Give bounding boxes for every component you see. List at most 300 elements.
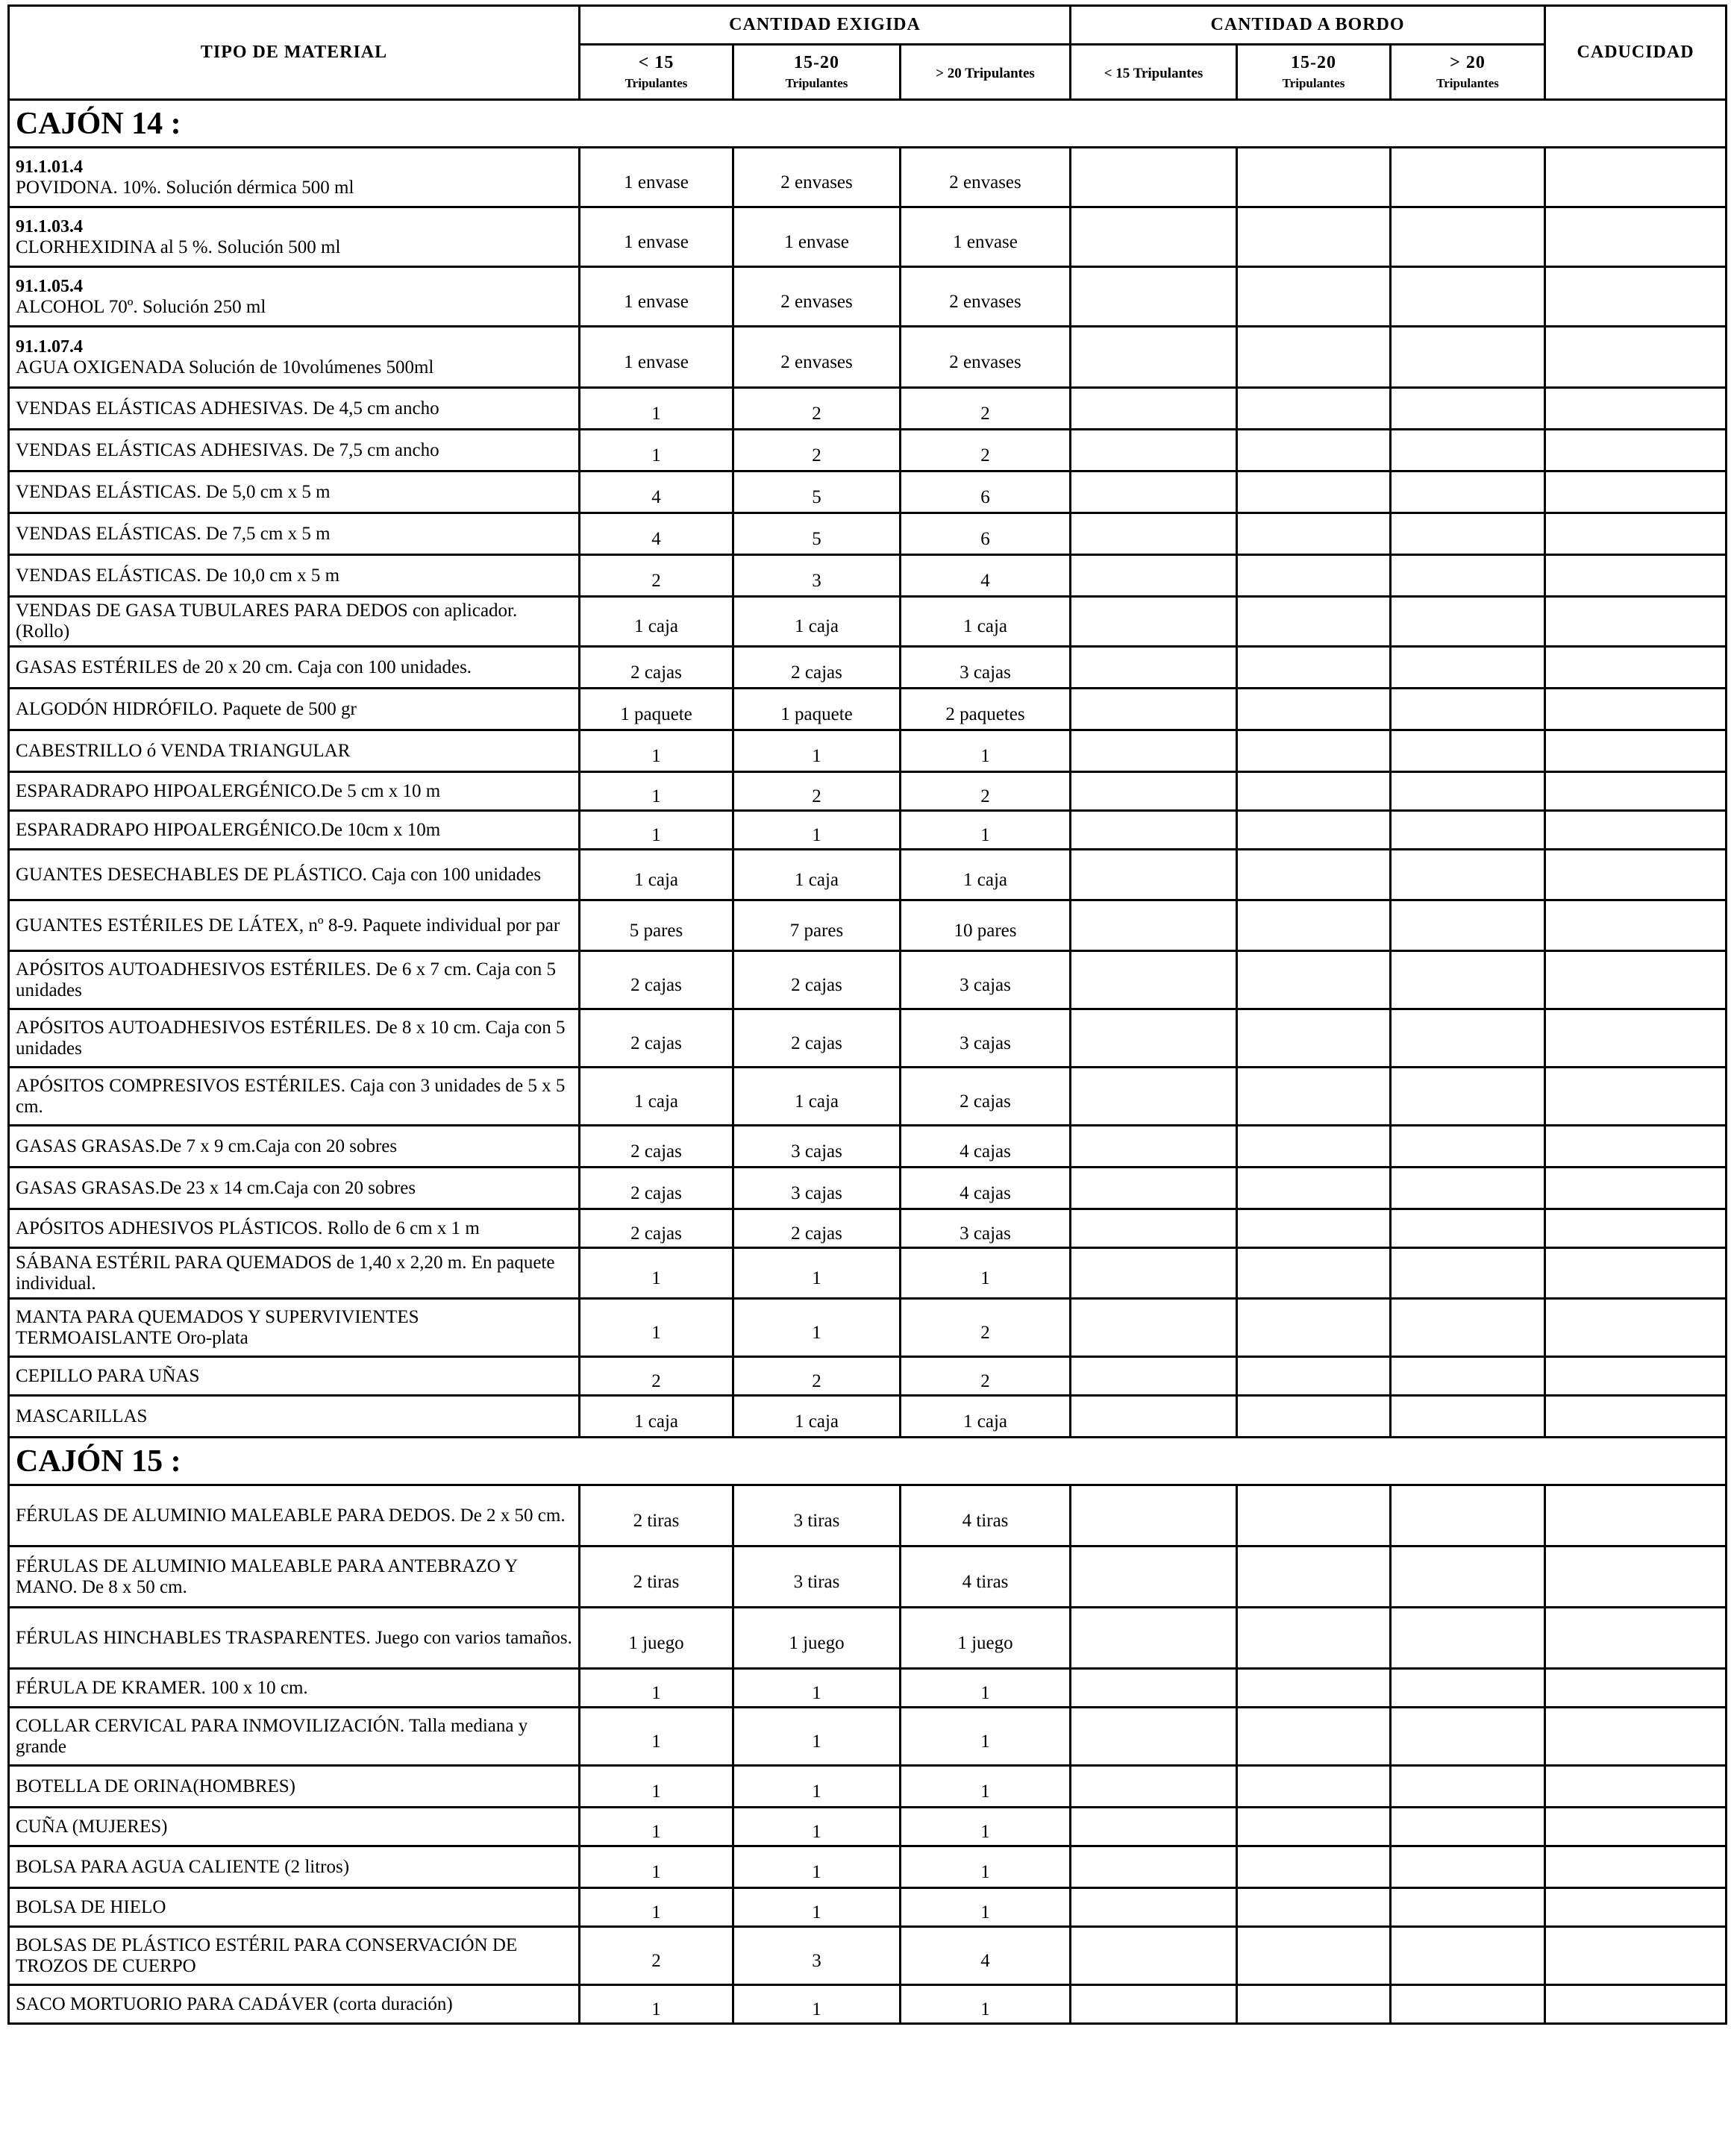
material-description: FÉRULAS DE ALUMINIO MALEABLE PARA ANTEBRAZO Y MANO. De 8 x 50 cm. [16,1555,518,1597]
material-description: GUANTES DESECHABLES DE PLÁSTICO. Caja con 100 unidades [16,864,542,885]
expiry-cell[interactable] [1545,1299,1727,1357]
onboard-quantity-cell[interactable] [1391,1009,1545,1068]
onboard-quantity-cell[interactable] [1071,1888,1237,1927]
onboard-quantity-cell[interactable] [1391,1766,1545,1808]
onboard-quantity-cell[interactable] [1391,1396,1545,1438]
material-cell [9,555,580,597]
required-quantity-cell: 1 juego [580,1608,733,1669]
onboard-quantity-cell[interactable] [1391,597,1545,647]
required-quantity-cell: 1 [733,811,901,850]
required-quantity-cell: 1 envase [580,207,733,267]
expiry-cell[interactable] [1545,850,1727,900]
header-tipo-material: TIPO DE MATERIAL [9,6,580,100]
expiry-cell[interactable] [1545,471,1727,513]
onboard-quantity-cell[interactable] [1391,1357,1545,1396]
onboard-quantity-cell[interactable] [1237,267,1391,327]
required-quantity-cell: 10 pares [901,900,1071,951]
required-quantity-cell: 1 [580,730,733,772]
onboard-quantity-cell[interactable] [1237,1126,1391,1168]
expiry-cell[interactable] [1545,1396,1727,1438]
expiry-cell[interactable] [1545,1808,1727,1846]
expiry-cell[interactable] [1545,267,1727,327]
required-quantity-cell: 4 [580,513,733,555]
onboard-quantity-cell[interactable] [1391,730,1545,772]
expiry-cell[interactable] [1545,430,1727,471]
material-cell [9,1126,580,1168]
table-row [9,1927,1727,1985]
required-quantity-cell: 2 envases [733,327,901,388]
material-description: VENDAS ELÁSTICAS. De 7,5 cm x 5 m [16,523,331,544]
required-quantity-cell: 1 [733,1846,901,1888]
onboard-quantity-cell[interactable] [1237,513,1391,555]
onboard-quantity-cell[interactable] [1237,1766,1391,1808]
material-cell [9,148,580,207]
required-quantity-cell: 1 [733,1669,901,1708]
expiry-cell[interactable] [1545,207,1727,267]
expiry-cell[interactable] [1545,555,1727,597]
required-quantity-cell: 1 [580,1248,733,1299]
onboard-quantity-cell[interactable] [1391,1846,1545,1888]
required-quantity-cell: 1 [901,1708,1071,1766]
onboard-quantity-cell[interactable] [1391,1927,1545,1985]
onboard-quantity-cell[interactable] [1237,1608,1391,1669]
onboard-quantity-cell[interactable] [1071,388,1237,430]
required-quantity-cell: 2 cajas [580,647,733,689]
onboard-quantity-cell[interactable] [1071,471,1237,513]
onboard-quantity-cell[interactable] [1071,1766,1237,1808]
required-quantity-cell: 1 caja [580,850,733,900]
table-row [9,327,1727,388]
material-cell [9,430,580,471]
material-description: COLLAR CERVICAL PARA INMOVILIZACIÓN. Talla mediana y grande [16,1715,528,1757]
expiry-cell[interactable] [1545,1846,1727,1888]
table-row [9,1669,1727,1708]
expiry-cell[interactable] [1545,1547,1727,1608]
onboard-quantity-cell[interactable] [1237,1927,1391,1985]
table-row [9,1985,1727,2024]
table-row [9,555,1727,597]
expiry-cell[interactable] [1545,388,1727,430]
medical-supply-sheet [7,4,1725,2025]
onboard-quantity-cell[interactable] [1237,1808,1391,1846]
table-row [9,689,1727,730]
onboard-quantity-cell[interactable] [1071,1009,1237,1068]
onboard-quantity-cell[interactable] [1391,1209,1545,1248]
onboard-quantity-cell[interactable] [1391,1608,1545,1669]
onboard-quantity-cell[interactable] [1391,148,1545,207]
expiry-cell[interactable] [1545,689,1727,730]
required-quantity-cell: 3 [733,555,901,597]
required-quantity-cell: 1 caja [580,1068,733,1126]
onboard-quantity-cell[interactable] [1071,327,1237,388]
onboard-quantity-cell[interactable] [1071,207,1237,267]
expiry-cell[interactable] [1545,730,1727,772]
onboard-quantity-cell[interactable] [1391,207,1545,267]
material-description: FÉRULAS HINCHABLES TRASPARENTES. Juego con varios tamaños. [16,1627,572,1648]
section-title: CAJÓN 15 : [9,1438,1727,1485]
material-cell [9,730,580,772]
table-row [9,1766,1727,1808]
required-quantity-cell: 2 [733,1357,901,1396]
onboard-quantity-cell[interactable] [1237,730,1391,772]
required-quantity-cell: 2 cajas [733,951,901,1009]
onboard-quantity-cell[interactable] [1391,513,1545,555]
onboard-quantity-cell[interactable] [1071,647,1237,689]
required-quantity-cell: 2 [733,388,901,430]
required-quantity-cell: 1 [733,1708,901,1766]
onboard-quantity-cell[interactable] [1391,1168,1545,1209]
material-description: MASCARILLAS [16,1406,148,1426]
material-description: ALCOHOL 70º. Solución 250 ml [16,296,266,317]
header-cantidad-exigida: CANTIDAD EXIGIDA [580,6,1071,45]
onboard-quantity-cell[interactable] [1391,689,1545,730]
table-row [9,772,1727,811]
table-row [9,513,1727,555]
material-cell [9,1357,580,1396]
header-cantidad-a-bordo: CANTIDAD A BORDO [1071,6,1545,45]
required-quantity-cell: 3 cajas [901,1209,1071,1248]
onboard-quantity-cell[interactable] [1237,1299,1391,1357]
required-quantity-cell: 1 [901,1888,1071,1927]
required-quantity-cell: 3 cajas [733,1168,901,1209]
material-description: ALGODÓN HIDRÓFILO. Paquete de 500 gr [16,698,357,719]
required-quantity-cell: 1 [580,1808,733,1846]
onboard-quantity-cell[interactable] [1391,1068,1545,1126]
onboard-quantity-cell[interactable] [1071,1669,1237,1708]
onboard-quantity-cell[interactable] [1071,597,1237,647]
expiry-cell[interactable] [1545,900,1727,951]
table-row [9,1209,1727,1248]
expiry-cell[interactable] [1545,1669,1727,1708]
onboard-quantity-cell[interactable] [1391,951,1545,1009]
expiry-cell[interactable] [1545,1248,1727,1299]
table-row [9,730,1727,772]
material-cell [9,327,580,388]
onboard-quantity-cell[interactable] [1237,1669,1391,1708]
required-quantity-cell: 3 cajas [901,647,1071,689]
onboard-quantity-cell[interactable] [1071,689,1237,730]
header-bordo-col: 15-20 Tripulantes [1237,45,1391,100]
expiry-cell[interactable] [1545,1888,1727,1927]
required-quantity-cell: 6 [901,513,1071,555]
onboard-quantity-cell[interactable] [1391,1808,1545,1846]
material-code: 91.1.03.4 [16,216,83,236]
material-description: GASAS ESTÉRILES de 20 x 20 cm. Caja con 100 unidades. [16,656,472,677]
expiry-cell[interactable] [1545,1766,1727,1808]
onboard-quantity-cell[interactable] [1391,1126,1545,1168]
material-cell [9,1608,580,1669]
required-quantity-cell: 1 [580,388,733,430]
material-description: VENDAS DE GASA TUBULARES PARA DEDOS con aplicador. (Rollo) [16,601,518,642]
onboard-quantity-cell[interactable] [1391,811,1545,850]
onboard-quantity-cell[interactable] [1071,1846,1237,1888]
expiry-cell[interactable] [1545,148,1727,207]
expiry-cell[interactable] [1545,1485,1727,1547]
onboard-quantity-cell[interactable] [1071,1168,1237,1209]
onboard-quantity-cell[interactable] [1071,1126,1237,1168]
onboard-quantity-cell[interactable] [1071,513,1237,555]
material-description: MANTA PARA QUEMADOS Y SUPERVIVIENTES TERMOAISLANTE Oro-plata [16,1306,419,1348]
required-quantity-cell: 2 [733,772,901,811]
required-quantity-cell: 2 tiras [580,1485,733,1547]
table-row [9,1608,1727,1669]
onboard-quantity-cell[interactable] [1237,951,1391,1009]
expiry-cell[interactable] [1545,1126,1727,1168]
material-cell [9,471,580,513]
onboard-quantity-cell[interactable] [1071,1068,1237,1126]
table-row [9,1126,1727,1168]
onboard-quantity-cell[interactable] [1391,327,1545,388]
onboard-quantity-cell[interactable] [1071,1248,1237,1299]
onboard-quantity-cell[interactable] [1071,1708,1237,1766]
onboard-quantity-cell[interactable] [1071,900,1237,951]
material-cell [9,1669,580,1708]
expiry-cell[interactable] [1545,1927,1727,1985]
required-quantity-cell: 1 [733,730,901,772]
expiry-cell[interactable] [1545,1068,1727,1126]
required-quantity-cell: 1 caja [901,597,1071,647]
onboard-quantity-cell[interactable] [1071,1485,1237,1547]
onboard-quantity-cell[interactable] [1071,1357,1237,1396]
required-quantity-cell: 3 cajas [733,1126,901,1168]
material-description: APÓSITOS COMPRESIVOS ESTÉRILES. Caja con 3 unidades de 5 x 5 cm. [16,1075,566,1117]
table-row [9,811,1727,850]
required-quantity-cell: 5 [733,471,901,513]
expiry-cell[interactable] [1545,1357,1727,1396]
onboard-quantity-cell[interactable] [1391,430,1545,471]
material-cell [9,1846,580,1888]
onboard-quantity-cell[interactable] [1071,1985,1237,2024]
onboard-quantity-cell[interactable] [1237,1708,1391,1766]
onboard-quantity-cell[interactable] [1237,1888,1391,1927]
required-quantity-cell: 5 [733,513,901,555]
onboard-quantity-cell[interactable] [1237,1985,1391,2024]
onboard-quantity-cell[interactable] [1071,267,1237,327]
onboard-quantity-cell[interactable] [1391,267,1545,327]
header-exigida-col: 15-20 Tripulantes [733,45,901,100]
material-cell [9,207,580,267]
onboard-quantity-cell[interactable] [1391,1485,1545,1547]
required-quantity-cell: 2 cajas [580,1168,733,1209]
required-quantity-cell: 4 [580,471,733,513]
required-quantity-cell: 1 [901,1808,1071,1846]
expiry-cell[interactable] [1545,772,1727,811]
onboard-quantity-cell[interactable] [1391,388,1545,430]
onboard-quantity-cell[interactable] [1071,1608,1237,1669]
onboard-quantity-cell[interactable] [1237,148,1391,207]
onboard-quantity-cell[interactable] [1071,1808,1237,1846]
onboard-quantity-cell[interactable] [1071,951,1237,1009]
onboard-quantity-cell[interactable] [1237,647,1391,689]
onboard-quantity-cell[interactable] [1391,900,1545,951]
material-cell [9,1985,580,2024]
required-quantity-cell: 2 cajas [580,951,733,1009]
required-quantity-cell: 1 [901,730,1071,772]
expiry-cell[interactable] [1545,951,1727,1009]
table-row [9,430,1727,471]
material-description: CEPILLO PARA UÑAS [16,1365,200,1386]
material-description: CUÑA (MUJERES) [16,1816,168,1837]
required-quantity-cell: 2 [901,1299,1071,1357]
required-quantity-cell: 1 caja [901,850,1071,900]
material-description: VENDAS ELÁSTICAS. De 5,0 cm x 5 m [16,481,331,502]
onboard-quantity-cell[interactable] [1237,811,1391,850]
required-quantity-cell: 4 tiras [901,1547,1071,1608]
onboard-quantity-cell[interactable] [1391,1985,1545,2024]
material-cell [9,1248,580,1299]
onboard-quantity-cell[interactable] [1237,1168,1391,1209]
onboard-quantity-cell[interactable] [1391,647,1545,689]
onboard-quantity-cell[interactable] [1237,689,1391,730]
expiry-cell[interactable] [1545,1608,1727,1669]
material-description: BOLSA DE HIELO [16,1896,166,1917]
table-row [9,647,1727,689]
header-exigida-col: < 15 Tripulantes [580,45,733,100]
onboard-quantity-cell[interactable] [1071,1927,1237,1985]
material-description: GASAS GRASAS.De 23 x 14 cm.Caja con 20 sobres [16,1177,416,1198]
onboard-quantity-cell[interactable] [1391,1547,1545,1608]
required-quantity-cell: 2 [580,555,733,597]
onboard-quantity-cell[interactable] [1071,555,1237,597]
material-description: SÁBANA ESTÉRIL PARA QUEMADOS de 1,40 x 2,20 m. En paquete individual. [16,1252,555,1294]
expiry-cell[interactable] [1545,1009,1727,1068]
onboard-quantity-cell[interactable] [1071,1547,1237,1608]
expiry-cell[interactable] [1545,1708,1727,1766]
material-cell [9,811,580,850]
material-cell [9,647,580,689]
material-description: VENDAS ELÁSTICAS. De 10,0 cm x 5 m [16,565,340,586]
onboard-quantity-cell[interactable] [1071,430,1237,471]
onboard-quantity-cell[interactable] [1071,850,1237,900]
onboard-quantity-cell[interactable] [1237,1209,1391,1248]
material-code: 91.1.01.4 [16,157,83,177]
onboard-quantity-cell[interactable] [1071,1209,1237,1248]
required-quantity-cell: 1 [580,811,733,850]
required-quantity-cell: 1 [733,1766,901,1808]
onboard-quantity-cell[interactable] [1237,207,1391,267]
material-description: FÉRULAS DE ALUMINIO MALEABLE PARA DEDOS. De 2 x 50 cm. [16,1505,566,1526]
required-quantity-cell: 3 cajas [901,1009,1071,1068]
required-quantity-cell: 1 envase [580,148,733,207]
table-row [9,1396,1727,1438]
required-quantity-cell: 2 [901,388,1071,430]
material-description: APÓSITOS AUTOADHESIVOS ESTÉRILES. De 8 x 10 cm. Caja con 5 unidades [16,1017,566,1059]
onboard-quantity-cell[interactable] [1391,1299,1545,1357]
onboard-quantity-cell[interactable] [1237,1068,1391,1126]
required-quantity-cell: 2 envases [733,267,901,327]
required-quantity-cell: 6 [901,471,1071,513]
onboard-quantity-cell[interactable] [1071,811,1237,850]
header-bordo-col: > 20 Tripulantes [1391,45,1545,100]
required-quantity-cell: 2 cajas [580,1009,733,1068]
table-row [9,1547,1727,1608]
onboard-quantity-cell[interactable] [1391,1888,1545,1927]
material-cell [9,900,580,951]
expiry-cell[interactable] [1545,647,1727,689]
onboard-quantity-cell[interactable] [1391,772,1545,811]
onboard-quantity-cell[interactable] [1391,850,1545,900]
expiry-cell[interactable] [1545,1168,1727,1209]
required-quantity-cell: 1 caja [733,1396,901,1438]
onboard-quantity-cell[interactable] [1237,1396,1391,1438]
material-cell [9,1068,580,1126]
table-row [9,1248,1727,1299]
material-description: VENDAS ELÁSTICAS ADHESIVAS. De 4,5 cm ancho [16,398,439,419]
required-quantity-cell: 2 cajas [580,1126,733,1168]
material-description: BOTELLA DE ORINA(HOMBRES) [16,1776,295,1796]
required-quantity-cell: 1 [901,1846,1071,1888]
onboard-quantity-cell[interactable] [1391,1708,1545,1766]
required-quantity-cell: 3 [733,1927,901,1985]
onboard-quantity-cell[interactable] [1237,597,1391,647]
required-quantity-cell: 3 cajas [901,951,1071,1009]
table-row [9,1168,1727,1209]
expiry-cell[interactable] [1545,1209,1727,1248]
required-quantity-cell: 2 envases [901,148,1071,207]
onboard-quantity-cell[interactable] [1237,388,1391,430]
material-cell [9,1396,580,1438]
onboard-quantity-cell[interactable] [1391,555,1545,597]
material-description: SACO MORTUORIO PARA CADÁVER (corta duración) [16,1993,453,2014]
table-row [9,267,1727,327]
onboard-quantity-cell[interactable] [1237,850,1391,900]
onboard-quantity-cell[interactable] [1391,1669,1545,1708]
material-description: ESPARADRAPO HIPOALERGÉNICO.De 10cm x 10m [16,819,441,840]
expiry-cell[interactable] [1545,597,1727,647]
onboard-quantity-cell[interactable] [1071,148,1237,207]
onboard-quantity-cell[interactable] [1237,1009,1391,1068]
onboard-quantity-cell[interactable] [1391,471,1545,513]
required-quantity-cell: 1 [733,1299,901,1357]
required-quantity-cell: 2 envases [901,327,1071,388]
onboard-quantity-cell[interactable] [1237,430,1391,471]
required-quantity-cell: 4 [901,1927,1071,1985]
expiry-cell[interactable] [1545,513,1727,555]
onboard-quantity-cell[interactable] [1237,1547,1391,1608]
expiry-cell[interactable] [1545,327,1727,388]
material-cell [9,951,580,1009]
onboard-quantity-cell[interactable] [1071,730,1237,772]
required-quantity-cell: 1 caja [901,1396,1071,1438]
material-cell [9,1888,580,1927]
required-quantity-cell: 1 [733,1248,901,1299]
onboard-quantity-cell[interactable] [1071,1396,1237,1438]
onboard-quantity-cell[interactable] [1071,772,1237,811]
required-quantity-cell: 1 [580,1766,733,1808]
material-description: APÓSITOS ADHESIVOS PLÁSTICOS. Rollo de 6 cm x 1 m [16,1218,480,1238]
material-cell [9,1299,580,1357]
required-quantity-cell: 1 caja [733,1068,901,1126]
required-quantity-cell: 1 [901,1248,1071,1299]
onboard-quantity-cell[interactable] [1391,1248,1545,1299]
onboard-quantity-cell[interactable] [1237,900,1391,951]
material-description: CABESTRILLO ó VENDA TRIANGULAR [16,740,351,761]
onboard-quantity-cell[interactable] [1237,471,1391,513]
onboard-quantity-cell[interactable] [1237,1357,1391,1396]
onboard-quantity-cell[interactable] [1237,772,1391,811]
onboard-quantity-cell[interactable] [1237,327,1391,388]
onboard-quantity-cell[interactable] [1237,1846,1391,1888]
onboard-quantity-cell[interactable] [1237,555,1391,597]
onboard-quantity-cell[interactable] [1237,1485,1391,1547]
onboard-quantity-cell[interactable] [1237,1248,1391,1299]
required-quantity-cell: 1 [580,1299,733,1357]
table-row [9,1357,1727,1396]
header-caducidad: CADUCIDAD [1545,6,1727,100]
expiry-cell[interactable] [1545,1985,1727,2024]
onboard-quantity-cell[interactable] [1071,1299,1237,1357]
expiry-cell[interactable] [1545,811,1727,850]
